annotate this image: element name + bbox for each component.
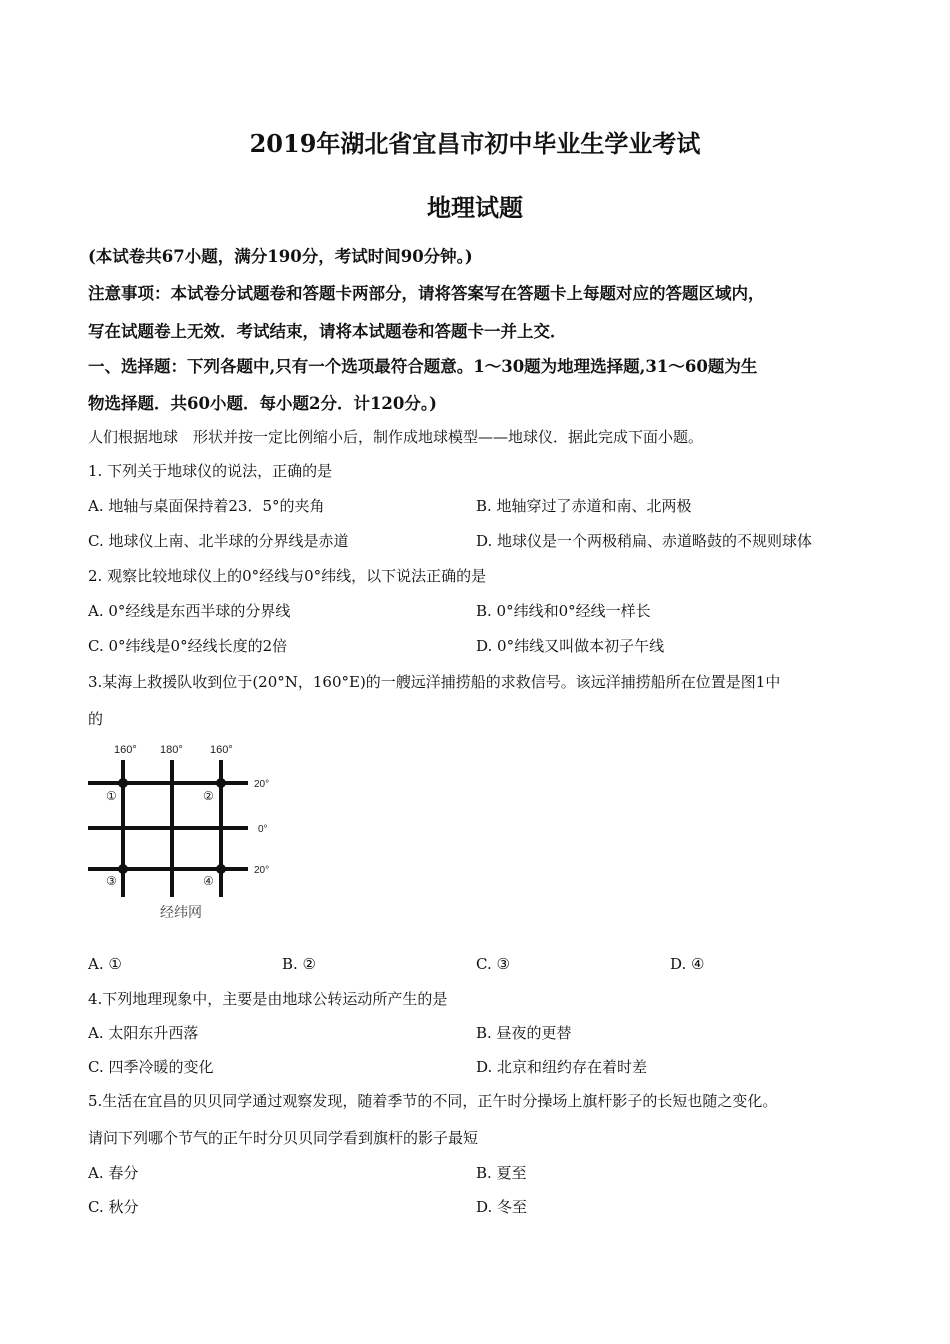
question-3-stem-line-2: 的 — [88, 710, 104, 728]
grid-point-4 — [216, 864, 226, 874]
marker-4: ④ — [203, 874, 214, 888]
section-heading-line-1: 一、选择题：下列各题中,只有一个选项最符合题意。1～30题为地理选择题,31～60题为生 — [88, 357, 758, 376]
lon-label-right: 160° — [210, 744, 233, 756]
question-5-option-c: C. 秋分 — [88, 1198, 139, 1216]
section-heading-line-2: 物选择题．共60小题．每小题2分．计120分。) — [88, 394, 437, 413]
question-3-option-a: A. ① — [88, 955, 122, 973]
notice-line-2: 写在试题卷上无效．考试结束，请将本试题卷和答题卡一并上交． — [88, 322, 567, 341]
question-5-option-a: A. 春分 — [88, 1164, 139, 1182]
question-5-option-b: B. 夏至 — [476, 1164, 527, 1182]
passage-intro: 人们根据地球 形状并按一定比例缩小后，制作成地球模型——地球仪．据此完成下面小题。 — [88, 428, 704, 446]
question-3-option-b: B. ② — [282, 955, 317, 973]
marker-3: ③ — [106, 874, 117, 888]
lon-label-middle: 180° — [160, 744, 183, 756]
lon-label-left: 160° — [114, 744, 137, 756]
figure-caption: 经纬网 — [160, 905, 202, 921]
question-1-option-c: C. 地球仪上南、北半球的分界线是赤道 — [88, 532, 349, 550]
question-2-option-b: B. 0°纬线和0°经线一样长 — [476, 602, 651, 620]
question-4-option-a: A. 太阳东升西落 — [88, 1024, 199, 1042]
question-1-stem: 1. 下列关于地球仪的说法，正确的是 — [88, 462, 333, 480]
exam-info: (本试卷共67小题，满分190分，考试时间90分钟。) — [88, 247, 473, 266]
lat-label-bottom: 20° — [254, 865, 270, 876]
grid-point-1 — [118, 778, 128, 788]
question-3-option-d: D. ④ — [670, 955, 705, 973]
lat-lon-grid-figure — [86, 740, 286, 925]
question-5-stem-line-2: 请问下列哪个节气的正午时分贝贝同学看到旗杆的影子最短 — [88, 1129, 479, 1147]
question-5-option-d: D. 冬至 — [476, 1198, 528, 1216]
question-1-option-b: B. 地轴穿过了赤道和南、北两极 — [476, 497, 692, 515]
question-1-option-a: A. 地轴与桌面保持着23．5°的夹角 — [88, 497, 325, 515]
question-4-stem: 4.下列地理现象中，主要是由地球公转运动所产生的是 — [88, 990, 448, 1008]
question-4-option-b: B. 昼夜的更替 — [476, 1024, 572, 1042]
question-4-option-c: C. 四季冷暖的变化 — [88, 1058, 214, 1076]
grid-point-2 — [216, 778, 226, 788]
question-2-option-d: D. 0°纬线又叫做本初子午线 — [476, 637, 665, 655]
notice-line-1: 注意事项：本试卷分试题卷和答题卡两部分，请将答案写在答题卡上每题对应的答题区域内， — [88, 284, 765, 303]
lat-label-top: 20° — [254, 779, 270, 790]
marker-1: ① — [106, 789, 117, 803]
question-3-stem-line-1: 3.某海上救援队收到位于(20°N，160°E)的一艘远洋捕捞船的求救信号。该远洋捕捞船所在位置是图1中 — [88, 673, 781, 691]
exam-subtitle: 地理试题 — [427, 193, 523, 222]
question-2-option-a: A. 0°经线是东西半球的分界线 — [88, 602, 291, 620]
question-2-stem: 2. 观察比较地球仪上的0°经线与0°纬线，以下说法正确的是 — [88, 567, 487, 585]
question-1-option-d: D. 地球仪是一个两极稍扁、赤道略鼓的不规则球体 — [476, 532, 813, 550]
exam-title: 2019年湖北省宜昌市初中毕业生学业考试 — [249, 129, 701, 158]
grid-point-3 — [118, 864, 128, 874]
question-4-option-d: D. 北京和纽约存在着时差 — [476, 1058, 648, 1076]
question-2-option-c: C. 0°纬线是0°经线长度的2倍 — [88, 637, 288, 655]
lat-label-middle: 0° — [258, 824, 268, 835]
marker-2: ② — [203, 789, 214, 803]
question-3-option-c: C. ③ — [476, 955, 510, 973]
question-5-stem-line-1: 5.生活在宜昌的贝贝同学通过观察发现，随着季节的不同，正午时分操场上旗杆影子的长短也随之变化。 — [88, 1092, 778, 1110]
